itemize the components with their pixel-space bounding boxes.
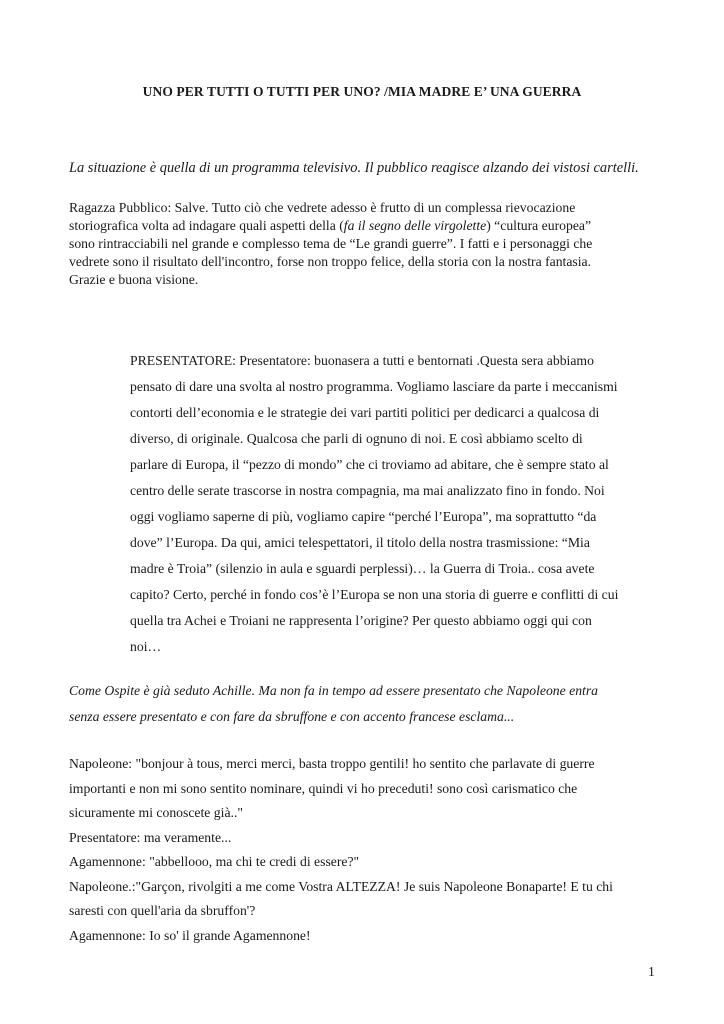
dialogue-line: importanti e non mi sono sentito nominare, quindi vi ho preceduti! sono così carismatico che bbox=[69, 780, 578, 796]
paragraph-line: noi… bbox=[130, 639, 162, 654]
dialogue-line: Napoleone: "bonjour à tous, merci merci, basta troppo gentili! ho sentito che parlavate di guerre bbox=[69, 756, 595, 771]
paragraph-line: sono rintracciabili nel grande e complesso tema de “Le grandi guerre”. I fatti e i personaggi che bbox=[69, 236, 593, 251]
paragraph-line: senza essere presentato e con fare da sbruffone e con accento francese esclama... bbox=[69, 709, 515, 724]
paragraph-line: pensato di dare una svolta al nostro programma. Vogliamo lasciare da parte i meccanismi bbox=[130, 379, 618, 394]
stage-direction bbox=[69, 678, 689, 730]
paragraph-line: contorti dell’economia e le strategie dei vari partiti politici per dedicarci a qualcosa di bbox=[130, 405, 600, 420]
paragraph-line: PRESENTATORE: Presentatore: buonasera a tutti e bentornati .Questa sera abbiamo bbox=[130, 353, 594, 368]
dialogue-line: Napoleone.:"Garçon, rivolgiti a me come Vostra ALTEZZA! Je suis Napoleone Bonaparte! E tu chi bbox=[69, 878, 613, 894]
paragraph-line: Ragazza Pubblico: Salve. Tutto ciò che vedrete adesso è frutto di un complessa rievocazione bbox=[69, 200, 576, 215]
text-run: storiografica volta ad indagare quali aspetti della ( bbox=[69, 218, 344, 233]
paragraph-line: centro delle serate trascorse in nostra compagnia, ma mai analizzato fino in fondo. Noi bbox=[130, 483, 605, 498]
paragraph-line: capito? Certo, perché in fondo cos’è l’Europa se non una storia di guerre e conflitti di cui bbox=[130, 587, 619, 602]
dialogue-block bbox=[69, 752, 689, 948]
page-number: 1 bbox=[648, 964, 655, 979]
paragraph-line: Grazie e buona visione. bbox=[69, 272, 199, 287]
dialogue-line: Agamennone: "abbellooo, ma chi te credi di essere?" bbox=[69, 854, 360, 869]
page-title: UNO PER TUTTI O TUTTI PER UNO? /MIA MADRE E’ UNA GUERRA bbox=[142, 84, 582, 99]
paragraph-line: parlare di Europa, il “pezzo di mondo” che ci troviamo ad abitare, che è sempre stato al bbox=[130, 457, 609, 472]
italic-aside: fa il segno delle virgolette bbox=[343, 218, 487, 233]
dialogue-line: Agamennone: Io so' il grande Agamennone! bbox=[69, 927, 311, 943]
text-run: ) “cultura europea” bbox=[486, 218, 592, 233]
ragazza-pubblico-paragraph bbox=[69, 199, 689, 289]
dialogue-line: Presentatore: ma veramente... bbox=[69, 829, 232, 845]
dialogue-line: saresti con quell'aria da sbruffon'? bbox=[69, 903, 256, 918]
paragraph-line: vedrete sono il risultato dell'incontro, forse non troppo felice, della storia con la nostra fantasia. bbox=[69, 254, 592, 269]
paragraph-line: madre è Troia” (silenzio in aula e sguardi perplessi)… la Guerra di Troia.. cosa avete bbox=[130, 561, 595, 576]
paragraph-line: oggi vogliamo saperne di più, vogliamo capire “perché l’Europa”, ma soprattutto “da bbox=[130, 509, 597, 524]
intro-stage-direction: La situazione è quella di un programma televisivo. Il pubblico reagisce alzando dei vistosi cartelli. bbox=[69, 160, 639, 176]
paragraph-line bbox=[69, 217, 689, 235]
paragraph-line: diverso, di originale. Qualcosa che parli di ognuno di noi. E così abbiamo scelto di bbox=[130, 431, 583, 446]
paragraph-line: quella tra Achei e Troiani ne rappresenta l’origine? Per questo abbiamo oggi qui con bbox=[130, 613, 592, 628]
paragraph-line: dove” l’Europa. Da qui, amici telespettatori, il titolo della nostra trasmissione: “Mia bbox=[130, 535, 590, 550]
dialogue-line: sicuramente mi conoscete già.." bbox=[69, 805, 243, 820]
presentatore-paragraph bbox=[130, 348, 670, 660]
paragraph-line: Come Ospite è già seduto Achille. Ma non fa in tempo ad essere presentato che Napoleone entra bbox=[69, 683, 599, 698]
